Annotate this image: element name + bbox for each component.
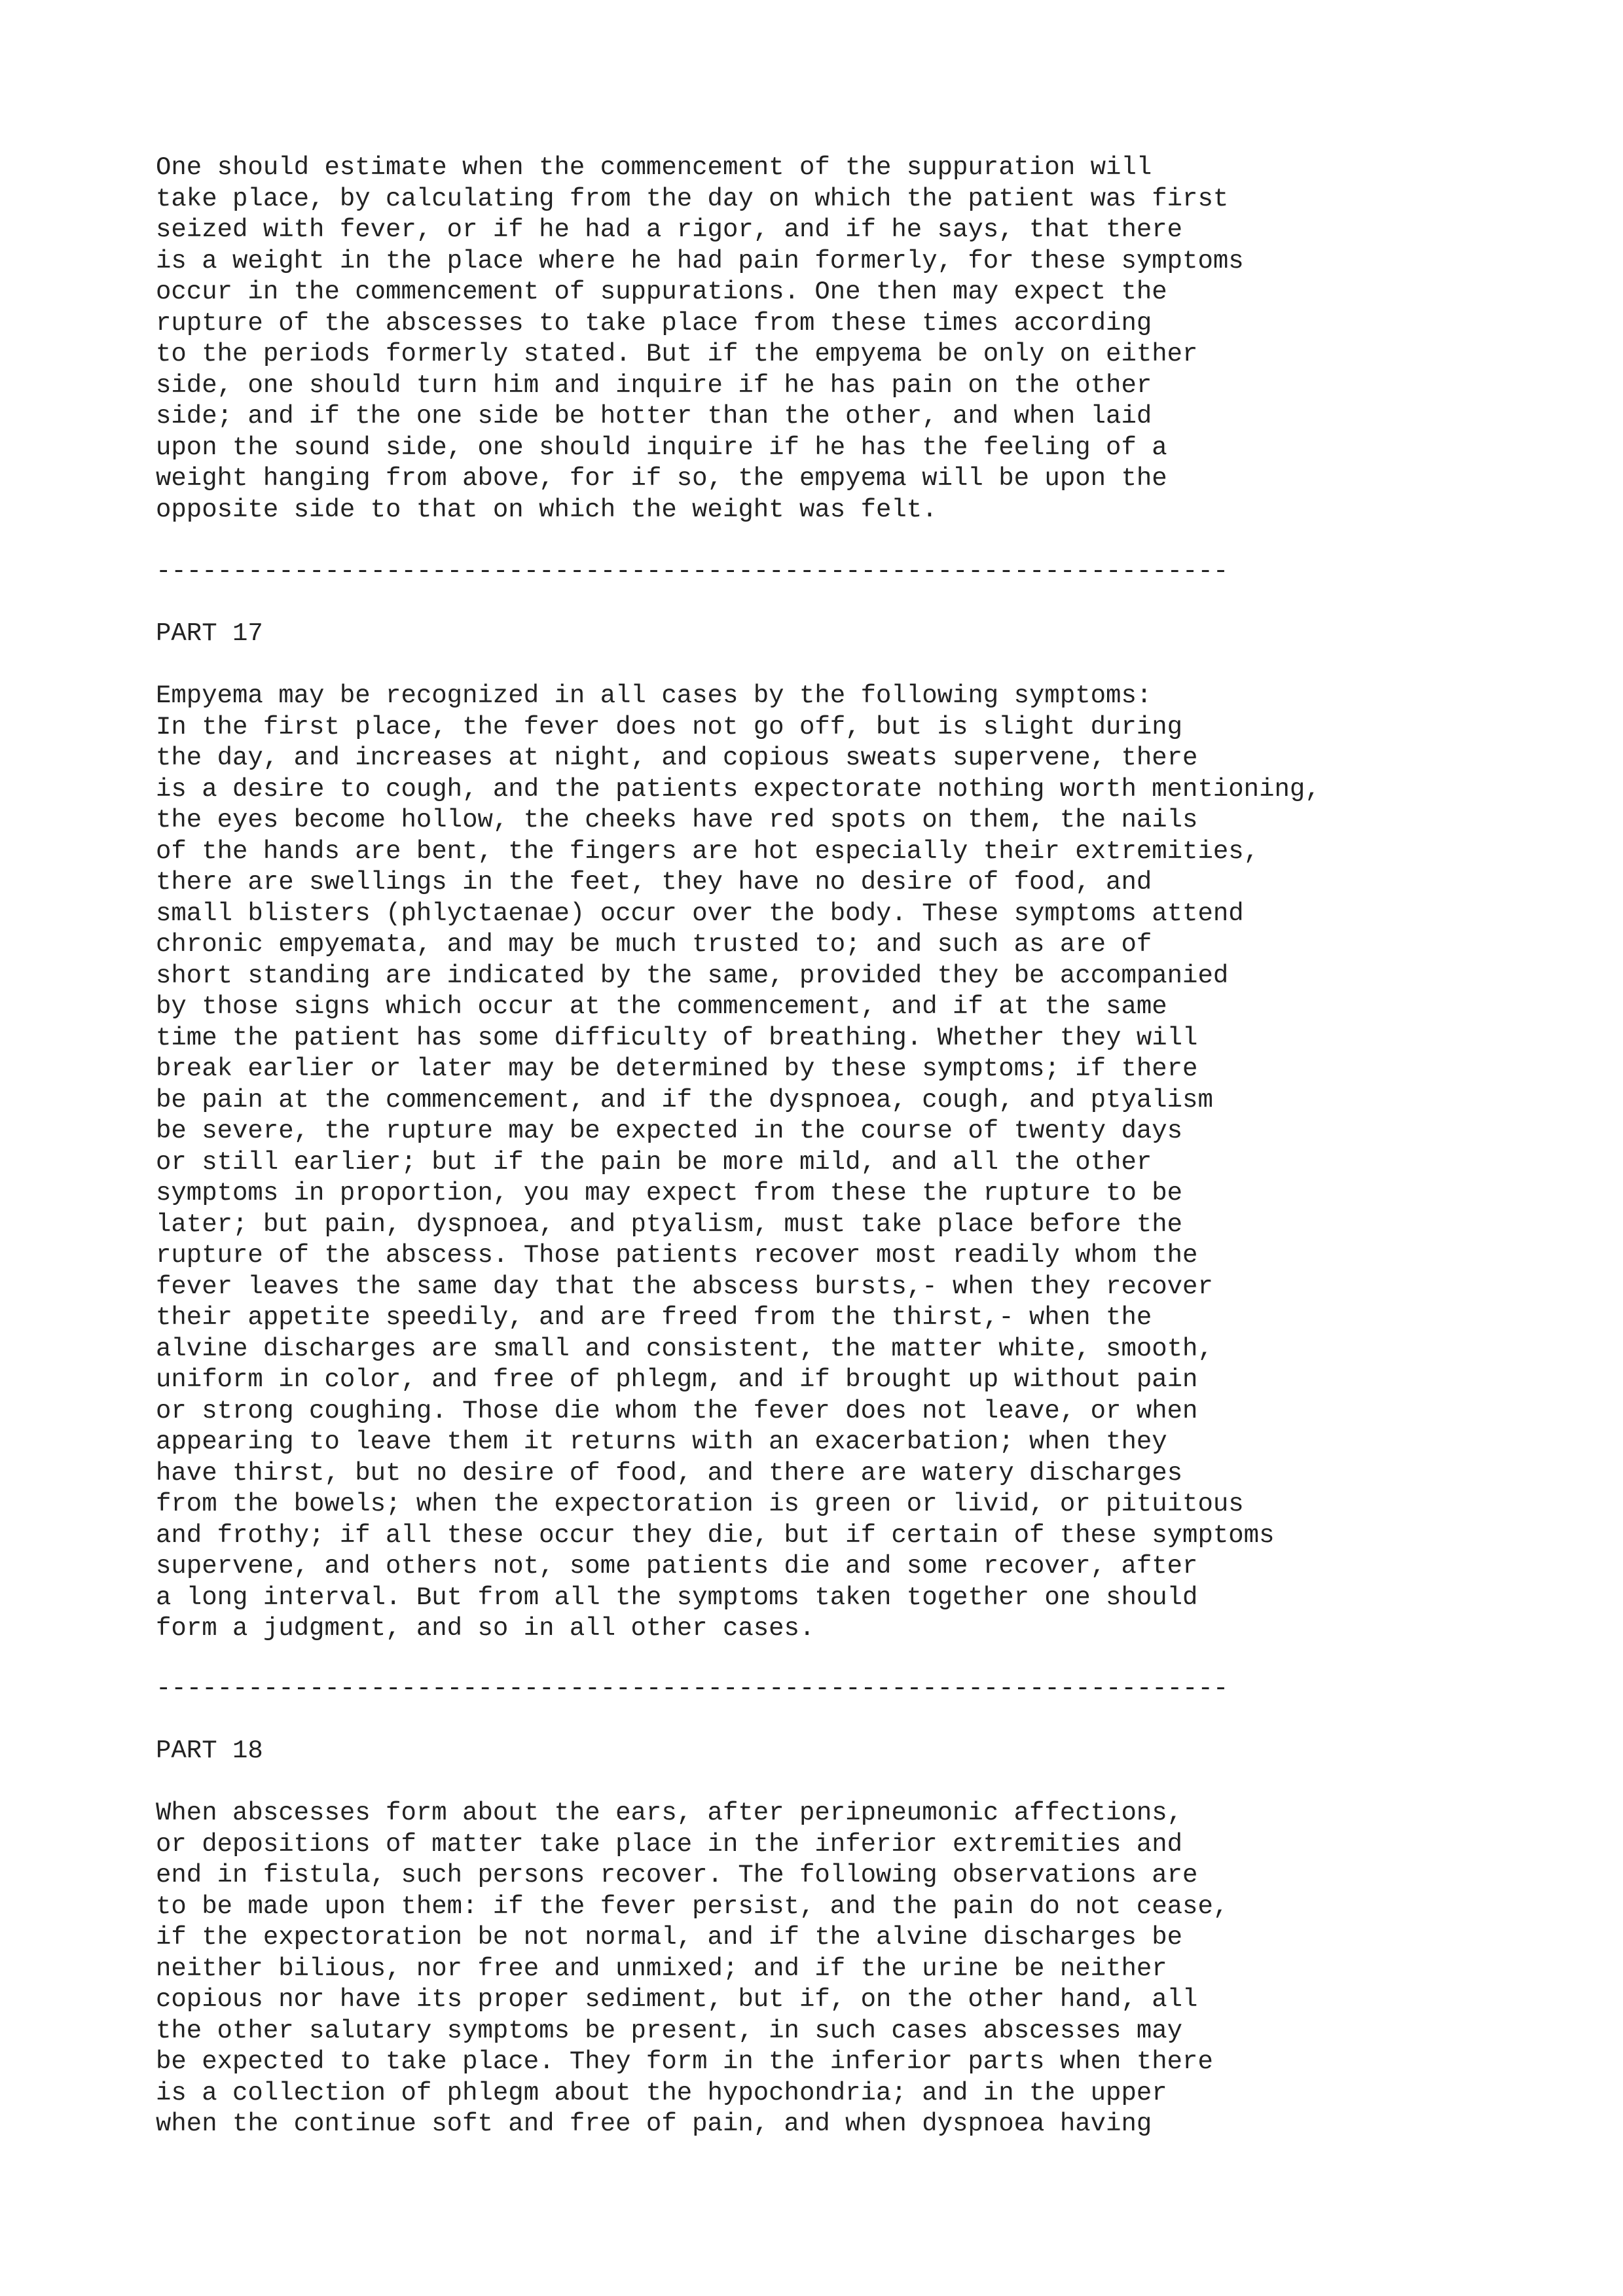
intro-paragraph: One should estimate when the commencement of the suppuration will take place, by calculating from the day on which the patient was first seized with fever, or if he had a rigor, and if he says, that there is a weight in the place where he had pain formerly, for these symptoms occur in the commencement of suppurations. One then may expect the rupture of the abscesses to take place from these times according to the periods formerly stated. But if the empyema be only on either side, one should turn him and inquire if he has pain on the other side; and if the one side be hotter than the other, and when laid upon the sound side, one should inquire if he has the feeling of a weight hanging from above, for if so, the empyema will be upon the opposite side to that on which the weight was felt. [156, 153, 1244, 524]
part-18-heading: PART 18 [156, 1736, 263, 1765]
section-separator: ---------------------------------------------------------------------- [156, 1674, 1229, 1703]
part-17-paragraph: Empyema may be recognized in all cases by the following symptoms: In the first place, the fever does not go off, but is slight during the day, and increases at night, and copious sweats supervene, there is a desire to cough, and the patients expectorate nothing worth mentioning, the eyes become hollow, the cheeks have red spots on them, the nails of the hands are bent, the fingers are hot especially their extremities, there are swellings in the feet, they have no desire of food, and small blisters (phlyctaenae) occur over the body. These symptoms attend chronic empyemata, and may be much trusted to; and such as are of short standing are indicated by the same, provided they be accompanied by those signs which occur at the commencement, and if at the same time the patient has some difficulty of breathing. Whether they will break earlier or later may be determined by these symptoms; if there be pain at the commencement, and if the dyspnoea, cough, and ptyalism be severe, the rupture may be expected in the course of twenty days or still earlier; but if the pain be more mild, and all the other symptoms in proportion, you may expect from these the rupture to be later; but pain, dyspnoea, and ptyalism, must take place before the rupture of the abscess. Those patients recover most readily whom the fever leaves the same day that the abscess bursts,- when they recover their appetite speedily, and are freed from the thirst,- when the alvine discharges are small and consistent, the matter white, smooth, uniform in color, and free of phlegm, and if brought up without pain or strong coughing. Those die whom the fever does not leave, or when appearing to leave them it returns with an exacerbation; when they have thirst, but no desire of food, and there are watery discharges from the bowels; when the expectoration is green or livid, or pituitous and frothy; if all these occur they die, but if certain of these symptoms supervene, and others not, some patients die and some recover, after a long interval. But from all the symptoms taken together one should form a judgment, and so in all other cases. [156, 681, 1321, 1643]
part-18-paragraph: When abscesses form about the ears, after peripneumonic affections, or depositions of matter take place in the inferior extremities and end in fistula, such persons recover. The following observations are to be made upon them: if the fever persist, and the pain do not cease, if the expectoration be not normal, and if the alvine discharges be neither bilious, nor free and unmixed; and if the urine be neither copious nor have its proper sediment, but if, on the other hand, all the other salutary symptoms be present, in such cases abscesses may be expected to take place. They form in the inferior parts when there is a collection of phlegm about the hypochondria; and in the upper when the continue soft and free of pain, and when dyspnoea having [156, 1799, 1229, 2138]
section-separator: ---------------------------------------------------------------------- [156, 557, 1229, 586]
part-17-heading: PART 17 [156, 619, 263, 648]
